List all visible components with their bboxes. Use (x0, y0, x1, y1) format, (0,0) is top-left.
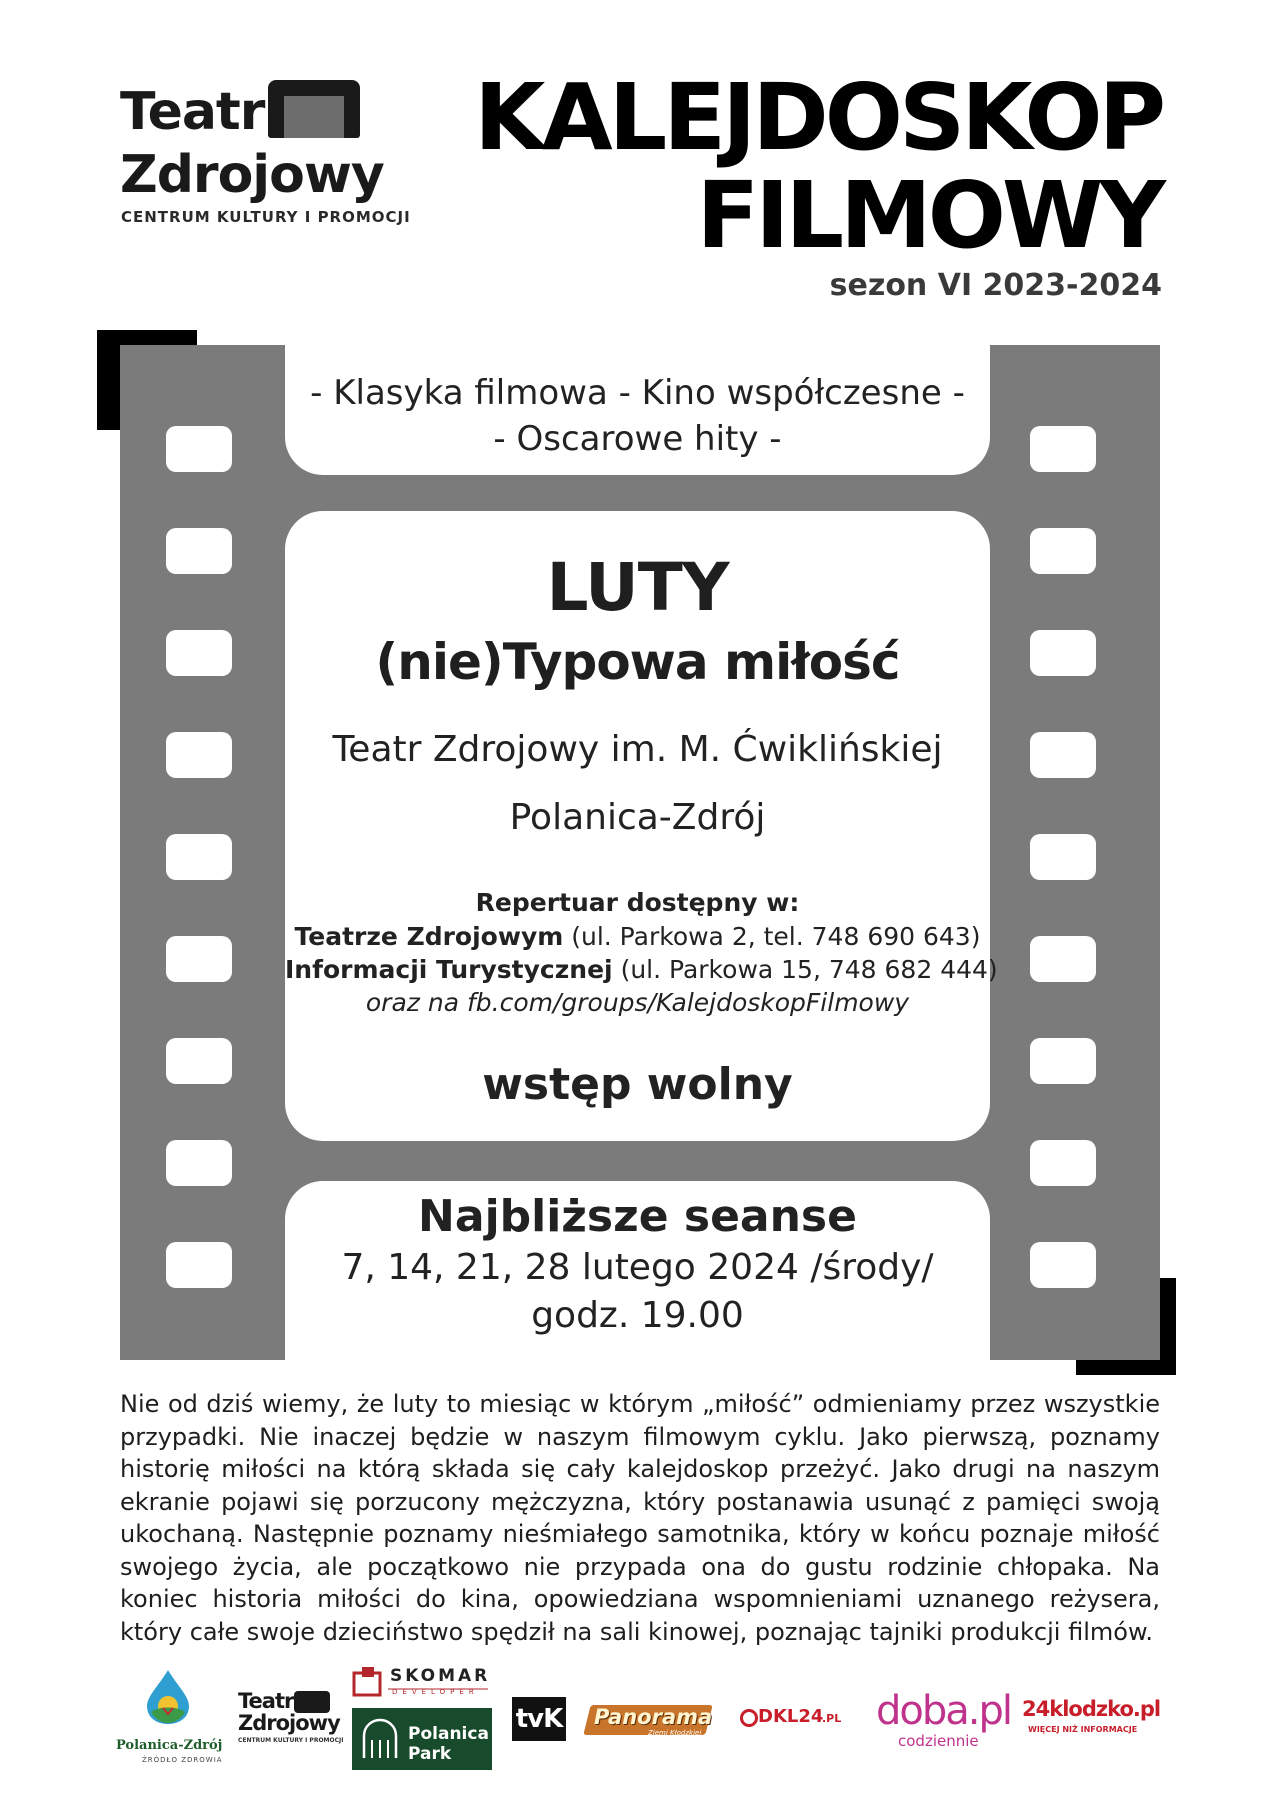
screenings-heading: Najbliższe seanse (418, 1191, 857, 1242)
tagline-line1: - Klasyka filmowa - Kino współczesne - (310, 373, 965, 413)
sponsor-skomar-name: SKOMAR (390, 1666, 491, 1686)
sponsor-skomar-sub: DEVELOPER (392, 1688, 479, 1696)
film-perforation (166, 1242, 232, 1288)
sponsor-24klodzko-name: 24klodzko.pl (1022, 1697, 1161, 1721)
sponsor-teatr-line2: Zdrojowy (238, 1711, 340, 1735)
logo-teatr: Teatr (120, 82, 265, 142)
film-perforation (166, 630, 232, 676)
venue-town: Polanica-Zdrój (509, 797, 766, 838)
sponsor-polanica-sub: ŹRÓDŁO ZDROWIA (142, 1756, 223, 1764)
film-perforation (166, 1038, 232, 1084)
film-perforation (166, 936, 232, 982)
film-strip (120, 345, 1160, 1360)
film-perforation (1030, 1140, 1096, 1186)
poster-title-line2: FILMOWY (696, 162, 1162, 269)
sponsor-park-line2: Park (408, 1744, 452, 1764)
repertoire-details: (ul. Parkowa 2, tel. 748 690 643) (563, 922, 981, 951)
film-perforation (1030, 834, 1096, 880)
sponsor-teatr-screen-icon (294, 1691, 330, 1713)
logo-subtitle: CENTRUM KULTURY I PROMOCJI (121, 208, 411, 226)
film-frame-top (285, 345, 990, 475)
dkl-ring-icon (740, 1709, 758, 1727)
logo-zdrojowy: Zdrojowy (120, 145, 384, 205)
sponsor-teatr-line1: Teatr (238, 1689, 294, 1713)
season-label: sezon VI 2023-2024 (829, 268, 1162, 303)
sponsor-doba-name: doba.pl (876, 1688, 1011, 1734)
film-perforation (1030, 528, 1096, 574)
repertoire-line (285, 922, 990, 951)
sponsor-doba-sub: codziennie (898, 1732, 979, 1750)
park-pavilion-icon (360, 1718, 400, 1760)
film-perforation (1030, 1242, 1096, 1288)
free-entry-label: wstęp wolny (482, 1059, 793, 1110)
film-perforation (1030, 936, 1096, 982)
repertoire-place: Teatrze Zdrojowym (294, 922, 564, 951)
poster-title-line1: KALEJDOSKOP (474, 64, 1162, 171)
film-perforation (166, 1140, 232, 1186)
sponsor-panorama-name: Panorama (594, 1705, 713, 1729)
venue-name: Teatr Zdrojowy im. M. Ćwiklińskiej (332, 729, 943, 770)
sponsor-panorama-sub: Ziemi Kłodzkiej (648, 1729, 702, 1737)
sponsor-teatr-sub: CENTRUM KULTURY I PROMOCJI (238, 1737, 344, 1744)
film-perforation (166, 528, 232, 574)
sponsor-park-line1: Polanica (408, 1724, 489, 1744)
repertoire-place: Informacji Turystycznej (285, 955, 613, 984)
sponsor-tvk-logo: tvK (512, 1697, 566, 1741)
sponsor-polanica-name: Polanica-Zdrój (116, 1738, 223, 1753)
theme-heading: (nie)Typowa miłość (375, 633, 900, 691)
theatre-logo-screen-icon (268, 80, 360, 138)
film-perforation (1030, 630, 1096, 676)
month-heading: LUTY (546, 549, 729, 626)
sponsor-24klodzko-sub: WIĘCEJ NIŻ INFORMACJE (1028, 1725, 1138, 1734)
film-perforation (166, 834, 232, 880)
sponsor-dkl-name: DKL24 (758, 1706, 824, 1727)
tagline-line2: - Oscarowe hity - (493, 419, 782, 459)
repertoire-online-link: oraz na fb.com/groups/KalejdoskopFilmowy (365, 988, 910, 1017)
description-paragraph: Nie od dziś wiemy, że luty to miesiąc w którym „miłość” odmieniamy przez wszystkie przypadki. Nie inaczej będzie w naszym filmowym cyklu. Jako pierwszą, poznamy historię miłości na którą składa się cały kalejdoskop przeżyć. Jako drugi na naszym ekranie pojawi się porzucony mężczyzna, który postanawia usunąć z pamięci swoją ukochaną. Następnie poznamy nieśmiałego samotnika, który w końcu poznaje miłość swojego życia, ale początkowo nie przypada ona do gustu rodzinie chłopaka. Na koniec historia miłości do kina, opowiedziana wspomnieniami uznanego reżysera, który całe swoje dzieciństwo spędził na sali kinowej, poznając tajniki produkcji filmów. (120, 1390, 1160, 1646)
repertoire-line (285, 955, 998, 984)
sponsor-dkl-suffix: .PL (822, 1712, 842, 1725)
film-perforation (1030, 426, 1096, 472)
film-frame-main (285, 511, 998, 1141)
film-perforation (1030, 732, 1096, 778)
screenings-time: godz. 19.00 (531, 1295, 744, 1336)
film-perforation (1030, 1038, 1096, 1084)
film-perforation (166, 426, 232, 472)
repertoire-heading: Repertuar dostępny w: (475, 888, 800, 917)
film-perforation (166, 732, 232, 778)
screenings-dates: 7, 14, 21, 28 lutego 2024 /środy/ (341, 1247, 934, 1288)
film-frame-bottom (285, 1181, 990, 1360)
polanica-drop-icon (145, 1668, 191, 1726)
repertoire-details: (ul. Parkowa 15, 748 682 444) (612, 955, 998, 984)
